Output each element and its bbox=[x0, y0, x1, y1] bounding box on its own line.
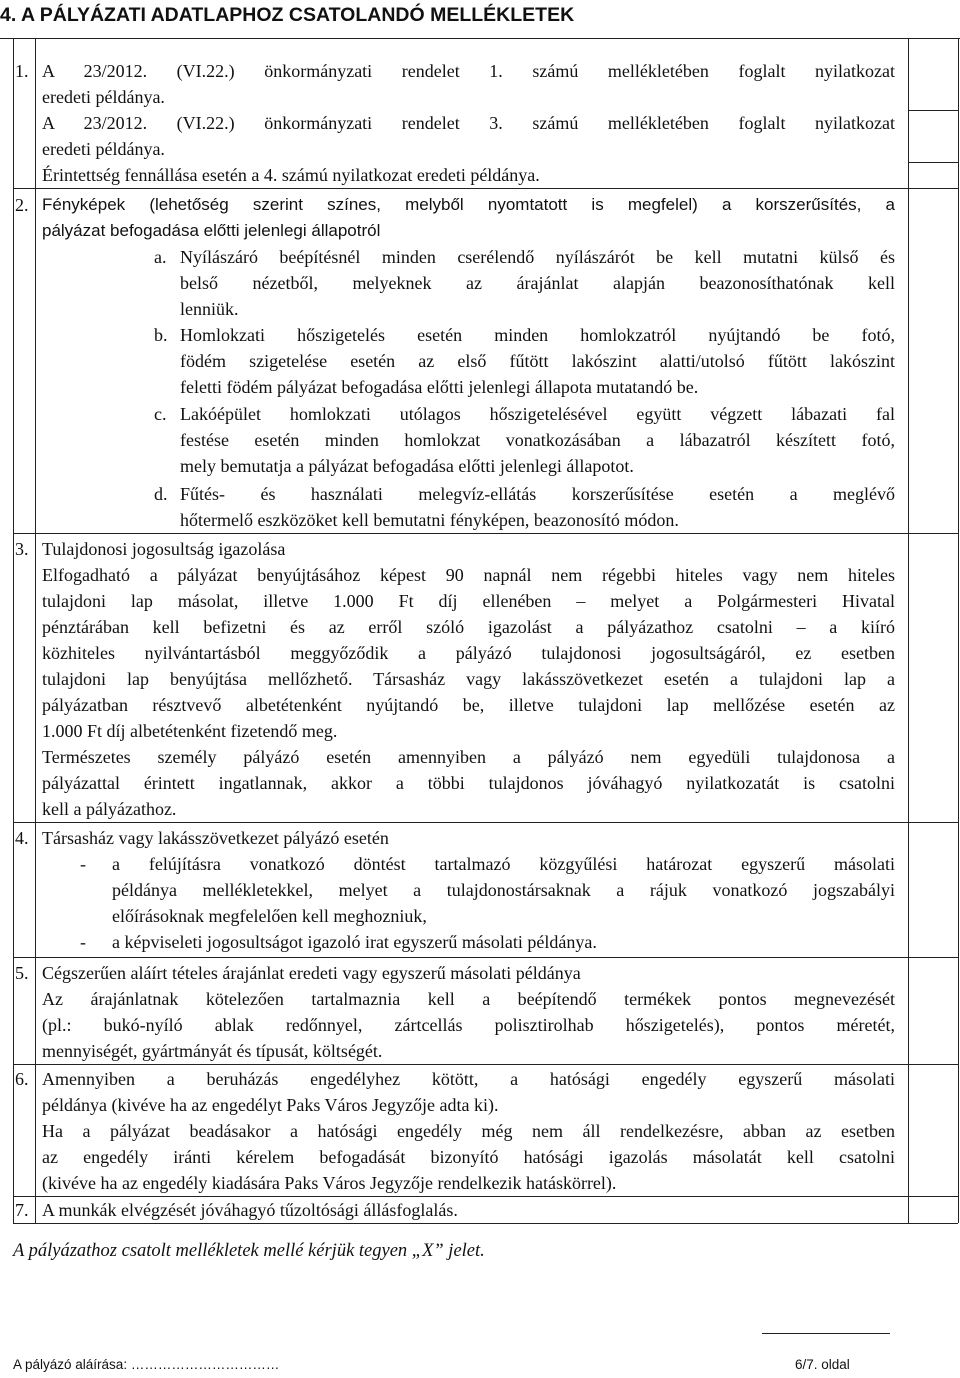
sub-c-text: Lakóépület homlokzati utólagos hőszigetelésével együtt végzett lábazati fal festése esetén minden homlokzat vonatkozásában a lábazatról készített fotó, bbox=[180, 404, 895, 450]
table-bottom-border bbox=[13, 1223, 958, 1224]
item-4-bullet-2: a képviseleti jogosultságot igazoló irat egyszerű másolati példánya. bbox=[112, 932, 597, 952]
item-7-text: A munkák elvégzését jóváhagyó tűzoltósági állásfoglalás. bbox=[42, 1200, 458, 1220]
item-3-text-2-end: kell a pályázathoz. bbox=[42, 799, 177, 819]
instruction-note: A pályázathoz csatolt mellékletek mellé kérjük tegyen „X” jelet. bbox=[13, 1241, 485, 1261]
signature-line: A pályázó aláírása: …………………………… bbox=[13, 1357, 280, 1372]
sub-a-text-end: lenniük. bbox=[180, 299, 239, 319]
item-5-title: Cégszerűen aláírt tételes árajánlat eredeti vagy egyszerű másolati példánya bbox=[42, 963, 581, 983]
item-6-text-2-end: (kivéve ha az engedély kiadására Paks Város Jegyzője rendelkezik hatáskörrel). bbox=[42, 1173, 617, 1193]
item-1-text-a-end: eredeti példánya. bbox=[42, 87, 165, 107]
item-4-title: Társasház vagy lakásszövetkezet pályázó esetén bbox=[42, 828, 389, 848]
sub-a-text: Nyílászáró beépítésnél minden cserélendő nyílászárót be kell mutatni külső és belső nézetből, melyeknek az árajánlat alapján beazonosíthatónak kell bbox=[180, 247, 895, 293]
item-number: 6. bbox=[15, 1069, 29, 1089]
page-number: 6/7. oldal bbox=[795, 1357, 850, 1372]
item-1-text-b: A 23/2012. (VI.22.) önkormányzati rendelet 3. számú mellékletében foglalt nyilatkozat bbox=[42, 113, 895, 133]
item-4-bullet-1: a felújításra vonatkozó döntést tartalmazó közgyűlési határozat egyszerű másolati példánya mellékletekkel, melyet a tulajdonostársaknak a rájuk vonatkozó jogszabályi bbox=[112, 854, 895, 900]
item-3-title: Tulajdonosi jogosultság igazolása bbox=[42, 539, 286, 559]
row-divider bbox=[13, 1064, 958, 1065]
sub-letter: d. bbox=[154, 484, 168, 504]
sub-letter: c. bbox=[154, 404, 167, 424]
item-6-text-end: példánya (kivéve ha az engedélyt Paks Város Jegyzője adta ki). bbox=[42, 1095, 499, 1115]
item-4-bullet-1-end: előírásoknak megfelelően kell meghozniuk, bbox=[112, 906, 427, 926]
item-2-text-end: pályázat befogadása előtti jelenlegi állapotról bbox=[42, 221, 381, 240]
dash-bullet: - bbox=[80, 932, 86, 952]
item-1-text-a: A 23/2012. (VI.22.) önkormányzati rendelet 1. számú mellékletében foglalt nyilatkozat bbox=[42, 61, 895, 81]
item-number: 4. bbox=[15, 828, 29, 848]
row-divider bbox=[13, 957, 958, 958]
item-5-text: Az árajánlatnak kötelezően tartalmaznia kell a beépítendő termékek pontos megnevezését (pl.: bukó-nyíló ablak redőnnyel, zártcellás polisztirolhab hőszigetelés), pontos méretét, bbox=[42, 989, 895, 1035]
item-6-text-2: Ha a pályázat beadásakor a hatósági engedély még nem áll rendelkezésre, abban az esetben az engedély iránti kérelem befogadását bizonyító hatósági igazolás másolatát kell csatolni bbox=[42, 1121, 895, 1167]
item-1-text-c: Érintettség fennállása esetén a 4. számú nyilatkozat eredeti példánya. bbox=[42, 165, 540, 185]
item-6-text: Amennyiben a beruházás engedélyhez kötött, a hatósági engedély egyszerű másolati bbox=[42, 1069, 895, 1089]
item-5-text-end: mennyiségét, gyártmányát és típusát, költségét. bbox=[42, 1041, 383, 1061]
section-heading: 4. A PÁLYÁZATI ADATLAPHOZ CSATOLANDÓ MELLÉKLETEK bbox=[0, 4, 575, 26]
item-3-text-2: Természetes személy pályázó esetén amennyiben a pályázó nem egyedüli tulajdonosa a pályázattal érintett ingatlannak, akkor a többi tulajdonos jóváhagyó nyilatkozatát is csatolni bbox=[42, 747, 895, 793]
sub-letter: b. bbox=[154, 325, 168, 345]
table-right-border bbox=[958, 38, 959, 1223]
item-number: 1. bbox=[15, 61, 29, 81]
checkbox-divider bbox=[908, 110, 958, 111]
item-1-text-b-end: eredeti példánya. bbox=[42, 139, 165, 159]
sub-d-text-end: hőtermelő eszközöket kell bemutatni fényképen, beazonosító módon. bbox=[180, 510, 679, 530]
item-3-text-end: 1.000 Ft díj albetétenként fizetendő meg. bbox=[42, 721, 338, 741]
sub-letter: a. bbox=[154, 247, 167, 267]
dash-bullet: - bbox=[80, 854, 86, 874]
item-2-text: Fényképek (lehetőség szerint színes, melyből nyomtatott is megfelel) a korszerűsítés, a bbox=[42, 195, 895, 214]
row-divider bbox=[13, 188, 958, 189]
footer-rule bbox=[762, 1333, 890, 1334]
checkbox-column-border bbox=[908, 38, 909, 1223]
checkbox-divider bbox=[908, 162, 958, 163]
heading-rule bbox=[0, 38, 960, 39]
item-3-text: Elfogadható a pályázat benyújtásához képest 90 napnál nem régebbi hiteles vagy nem hiteles tulajdoni lap másolat, illetve 1.000 Ft díj ellenében – melyet a Polgármesteri Hivatal pénztárában kell befizetni és az erről szóló igazolást a pályázathoz csatolni – a kiíró közhiteles nyilvántartásból meggyőződik a pályázó tulajdonosi jogosultságáról, ez esetben tulajdoni lap benyújtása mellőzhető. Társasház vagy lakásszövetkezet esetén a tulajdoni lap a pályázatban résztvevő albetétenként nyújtandó be, illetve tulajdoni lap mellőzése esetén az bbox=[42, 565, 895, 715]
sub-d-text: Fűtés- és használati melegvíz-ellátás korszerűsítése esetén a meglévő bbox=[180, 484, 895, 504]
sub-b-text: Homlokzati hőszigetelés esetén minden homlokzatról nyújtandó be fotó, födém szigetelése esetén az első fűtött lakószint alatti/utolsó fűtött lakószint bbox=[180, 325, 895, 371]
sub-c-text-end: mely bemutatja a pályázat befogadása előtti jelenlegi állapotot. bbox=[180, 456, 634, 476]
item-number: 7. bbox=[15, 1200, 29, 1220]
item-number: 3. bbox=[15, 539, 29, 559]
item-number: 2. bbox=[15, 195, 29, 215]
row-divider bbox=[13, 533, 958, 534]
sub-b-text-end: feletti födém pályázat befogadása előtti jelenlegi állapota mutatandó be. bbox=[180, 377, 699, 397]
number-column-right-border bbox=[35, 38, 36, 1223]
item-number: 5. bbox=[15, 963, 29, 983]
number-column-left-border bbox=[13, 38, 14, 1223]
row-divider bbox=[13, 822, 958, 823]
